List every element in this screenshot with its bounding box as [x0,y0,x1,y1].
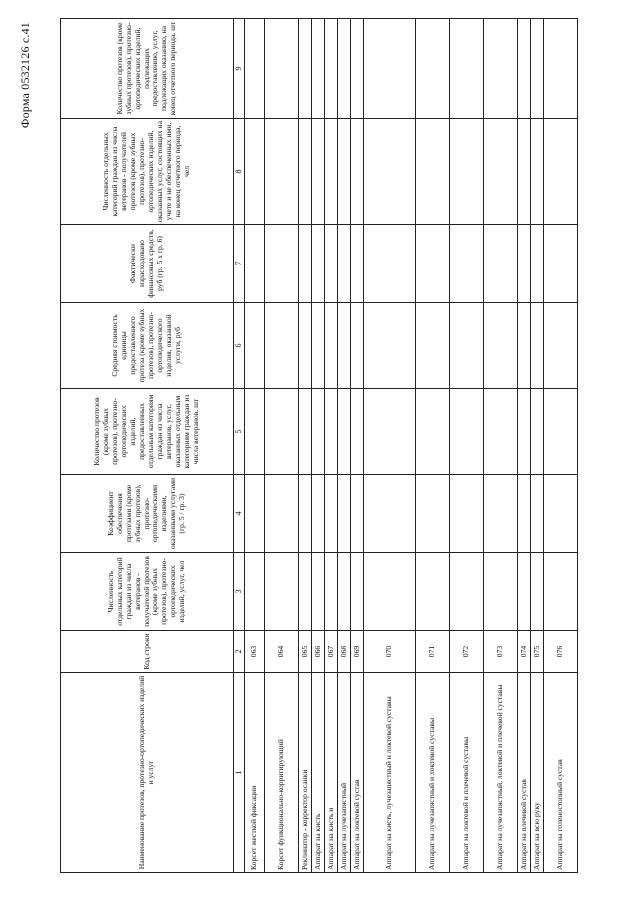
cell [450,389,484,475]
row-code: 073 [484,631,518,673]
column-number: 5 [234,389,245,475]
cell [416,119,450,225]
cell [312,225,325,303]
row-name: Аппарат на кисть и [325,673,338,873]
cell [518,389,531,475]
cell [544,19,578,119]
cell [544,303,578,389]
cell [299,475,312,553]
cell [265,225,299,303]
row-name: Аппарат на плечевой сустав [518,673,531,873]
cell [245,475,265,553]
cell [299,303,312,389]
cell [518,303,531,389]
row-code: 071 [416,631,450,673]
cell [351,19,364,119]
row-code: 068 [338,631,351,673]
cell [338,475,351,553]
header-recipients: Численность отдельных категорий граждан из числа ветеранов - получателей протезов (кроме зубных протезов), протезно-ортопедических изделий, услуг, чел [61,553,234,631]
cell [325,119,338,225]
cell [544,389,578,475]
cell [338,553,351,631]
cell [416,225,450,303]
cell [416,553,450,631]
cell [245,389,265,475]
cell [325,553,338,631]
table-row [351,19,364,873]
cell [265,389,299,475]
table-row [299,19,312,873]
cell [325,475,338,553]
cell [265,553,299,631]
cell [364,225,416,303]
table-row [338,19,351,873]
cell [245,225,265,303]
column-number: 6 [234,303,245,389]
cell [364,119,416,225]
row-code: 067 [325,631,338,673]
cell [265,19,299,119]
table-row [484,19,518,873]
row-name: Аппарат на всю руку [531,673,544,873]
cell [338,119,351,225]
cell [416,475,450,553]
cell [518,225,531,303]
cell [416,389,450,475]
table-row [325,19,338,873]
row-name: Корсет функционально-корригирующий [265,673,299,873]
row-code: 065 [299,631,312,673]
cell [299,19,312,119]
table-row [450,19,484,873]
cell [364,303,416,389]
cell [531,119,544,225]
cell [518,553,531,631]
table-row [531,19,544,873]
row-name: Аппарат на лучезапястный и локтевой суставы [416,673,450,873]
cell [518,119,531,225]
cell [544,225,578,303]
cell [338,225,351,303]
cell [484,19,518,119]
cell [531,225,544,303]
row-code: 069 [351,631,364,673]
cell [299,119,312,225]
cell [364,19,416,119]
row-name: Аппарат на локтевой и плечевой суставы [450,673,484,873]
table-row [312,19,325,873]
cell [265,119,299,225]
column-number: 1 [234,673,245,873]
cell [312,553,325,631]
row-name: Аппарат на лучезапястный [338,673,351,873]
row-name: Аппарат на голеностопный сустав [544,673,578,873]
cell [450,553,484,631]
header-quantity: Количество протезов (кроме зубных протезов), протезно-ортопедических изделий, предоставленных отдельным категориям граждан из числа ветеранов, услуг, оказанных отдельным категориям граждан из числа ветеранов, шт [61,389,234,475]
column-number: 9 [234,19,245,119]
cell [484,303,518,389]
cell [531,19,544,119]
cell [299,553,312,631]
cell [531,475,544,553]
row-code: 074 [518,631,531,673]
cell [518,19,531,119]
row-code: 072 [450,631,484,673]
cell [544,119,578,225]
row-code: 064 [265,631,299,673]
cell [312,389,325,475]
cell [312,475,325,553]
cell [351,389,364,475]
table-row [416,19,450,873]
table-row [245,19,265,873]
row-name: Аппарат на кисть [312,673,325,873]
cell [484,475,518,553]
column-number: 7 [234,225,245,303]
header-pending-items: Количество протезов (кроме зубных протезов), протезно-ортопедических изделий, подлежащих предоставлению, услуг, подлежащих оказанию, на конец отчетного периода, шт [61,19,234,119]
cell [544,553,578,631]
cell [245,553,265,631]
table-row [364,19,416,873]
cell [450,475,484,553]
cell [450,19,484,119]
cell [299,225,312,303]
cell [416,19,450,119]
table-row [518,19,531,873]
cell [484,119,518,225]
cell [416,303,450,389]
row-code: 076 [544,631,578,673]
header-average-cost: Средняя стоимость единицы предоставленного протеза (кроме зубных протезов), протезно-ортопедического изделия, оказанной услуги, руб [61,303,234,389]
row-code: 063 [245,631,265,673]
cell [351,303,364,389]
cell [325,225,338,303]
row-name: Корсет жесткой фиксации [245,673,265,873]
row-code: 075 [531,631,544,673]
column-number: 8 [234,119,245,225]
cell [531,389,544,475]
cell [364,553,416,631]
report-table [60,18,578,873]
cell [450,225,484,303]
cell [245,119,265,225]
header-name: Наименование протезов, протезно-ортопедических изделий и услуг [61,673,234,873]
cell [312,19,325,119]
column-number-row [234,19,245,873]
header-row [61,19,234,873]
header-waiting-people: Численность отдельных категорий граждан из числа ветеранов - получателей протезов (кроме зубных протезов), протезно-ортопедических изделий, оказанных услуг, состоящих на учете и не обеспеченных ими, на конец отчетного периода, чел [61,119,234,225]
row-code: 066 [312,631,325,673]
header-spent: Фактически израсходовано финансовых средств, руб (гр. 5 х гр. 6) [61,225,234,303]
cell [351,553,364,631]
cell [312,119,325,225]
row-name: Реклинатор - корректор осанки [299,673,312,873]
cell [531,303,544,389]
cell [245,19,265,119]
cell [544,475,578,553]
cell [312,303,325,389]
header-code: Код строки [61,631,234,673]
row-code: 070 [364,631,416,673]
cell [338,389,351,475]
column-number: 3 [234,553,245,631]
form-number: Форма 0532126 с.41 [18,22,32,129]
cell [351,475,364,553]
cell [484,389,518,475]
cell [364,389,416,475]
column-number: 4 [234,475,245,553]
table-row [265,19,299,873]
cell [265,475,299,553]
cell [325,19,338,119]
cell [299,389,312,475]
cell [338,19,351,119]
table-row [544,19,578,873]
cell [450,119,484,225]
cell [245,303,265,389]
cell [450,303,484,389]
cell [351,119,364,225]
cell [265,303,299,389]
cell [518,475,531,553]
cell [364,475,416,553]
cell [338,303,351,389]
row-name: Аппарат на локтевой сустав [351,673,364,873]
cell [484,553,518,631]
cell [484,225,518,303]
row-name: Аппарат на лучезапястный, локтевой и плечевой суставы [484,673,518,873]
cell [325,303,338,389]
column-number: 2 [234,631,245,673]
cell [325,389,338,475]
cell [531,553,544,631]
header-coefficient: Коэффициент обеспечения протезами (кроме зубных протезов), протезно-ортопедическими изделиями, оказанными услугами (гр. 5 / гр. 3) [61,475,234,553]
row-name: Аппарат на кисть, лучезапястный и локтевой суставы [364,673,416,873]
cell [351,225,364,303]
